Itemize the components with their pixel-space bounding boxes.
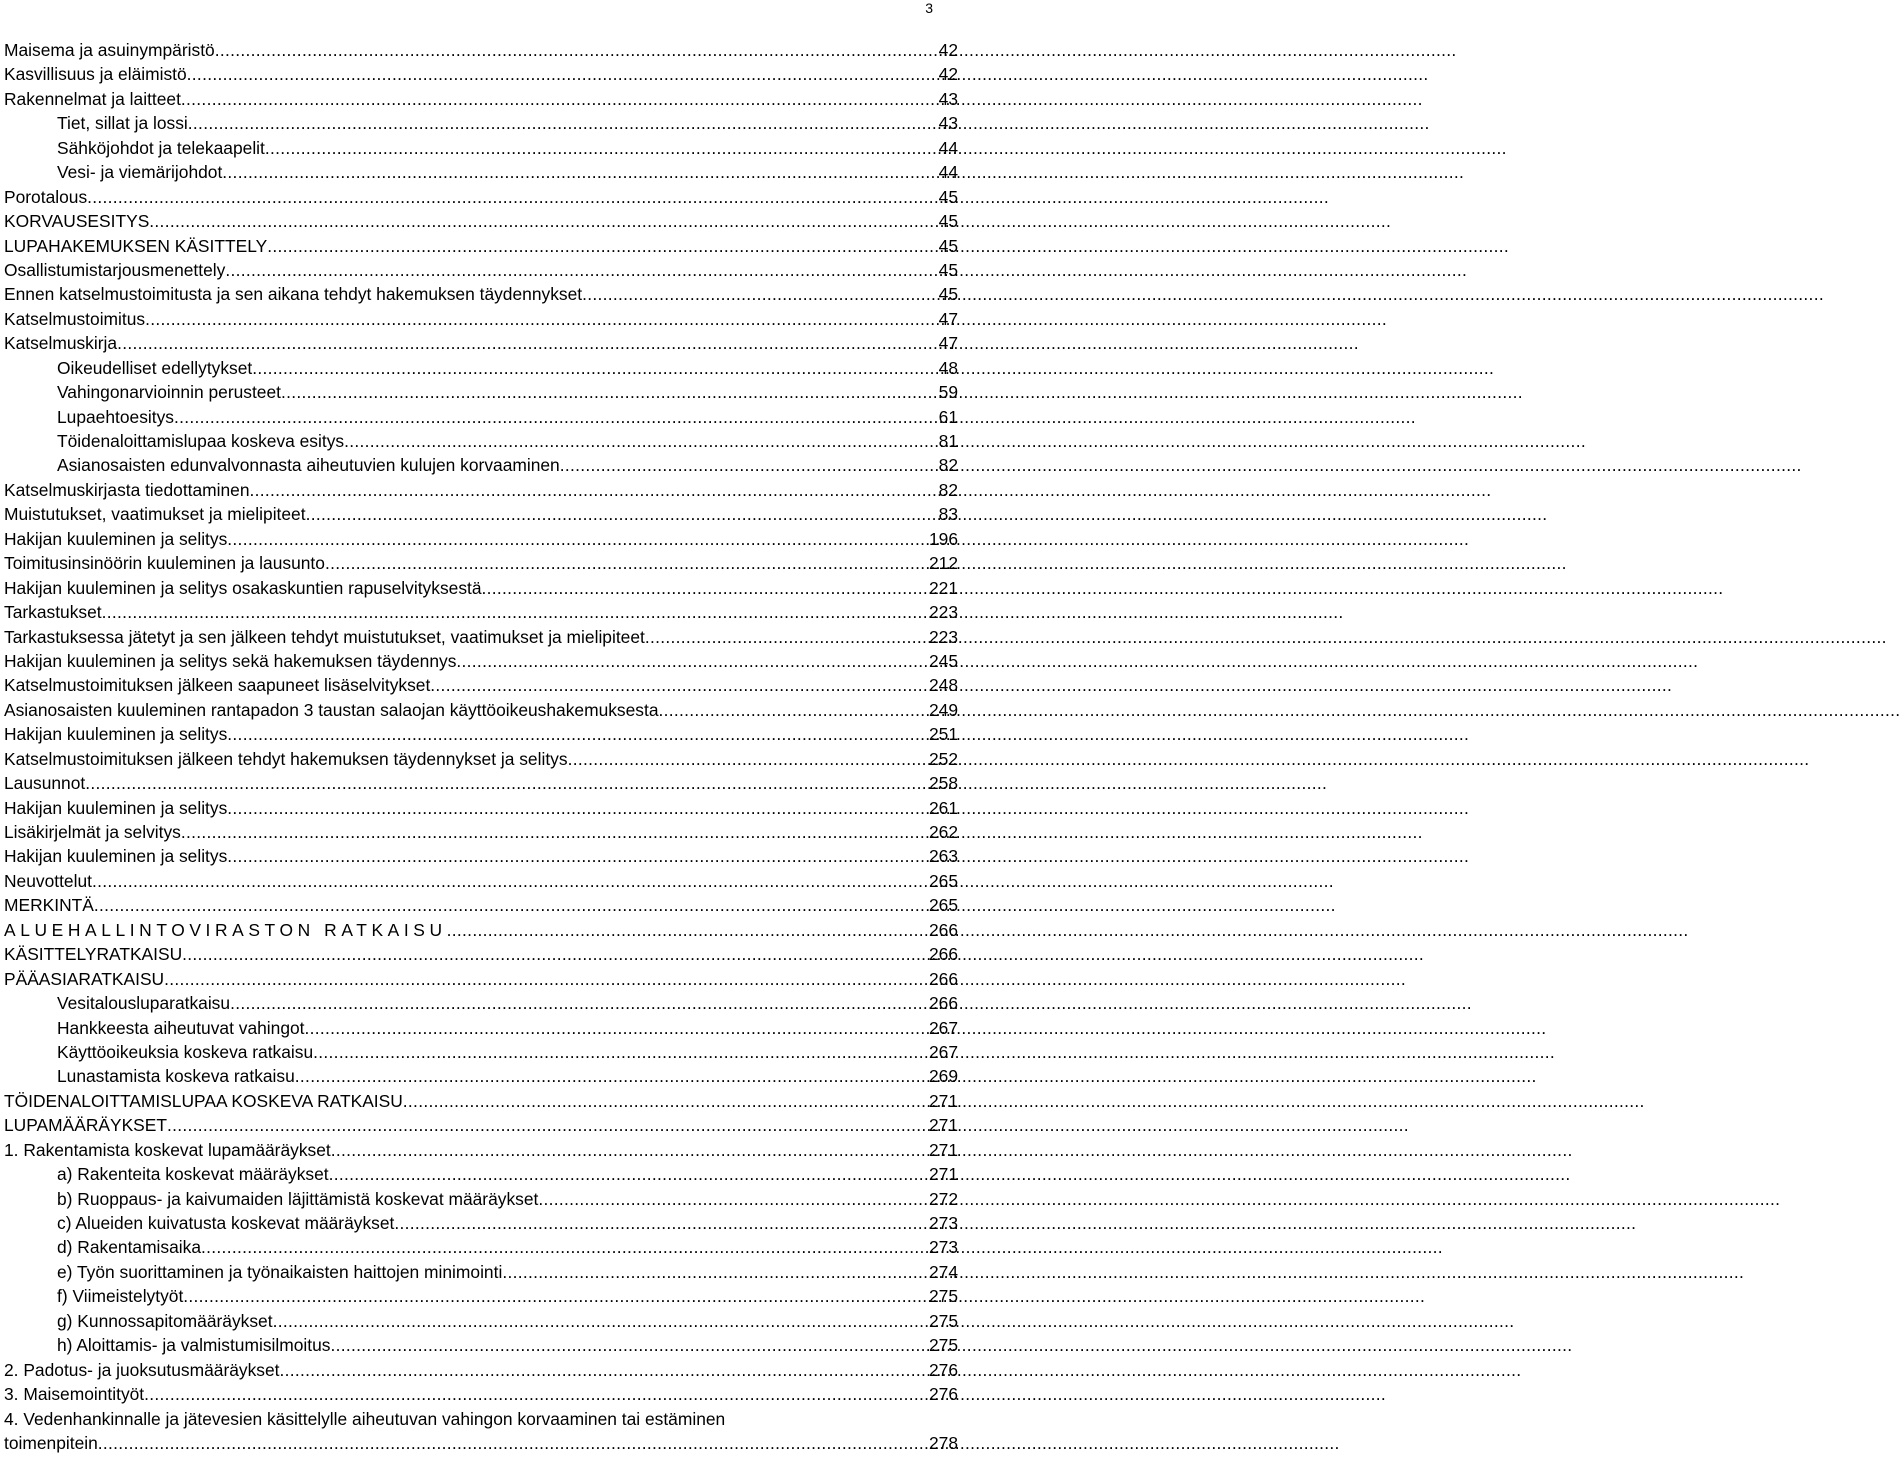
toc-entry-title: Asianosaisten kuuleminen rantapadon 3 taustan salaojan käyttöoikeushakemuksesta: [4, 699, 659, 720]
toc-entry[interactable]: [4, 673, 958, 697]
toc-entry[interactable]: [4, 307, 958, 331]
toc-entry-title: h) Aloittamis- ja valmistumisilmoitus: [57, 1335, 331, 1356]
toc-entry-page: 271: [928, 1115, 958, 1136]
toc-entry-title: Neuvottelut: [4, 870, 92, 891]
toc-entry[interactable]: [4, 844, 958, 868]
toc-entry-title: f) Viimeistelytyöt: [57, 1286, 184, 1307]
toc-entry-title: Katselmustoimitus: [4, 308, 146, 329]
toc-dot-leader: [227, 527, 928, 551]
toc-entry[interactable]: [4, 820, 958, 844]
toc-entry-title: Hakijan kuuleminen ja selitys osakaskuntien rapuselvityksestä: [4, 577, 482, 598]
toc-entry-page: 274: [928, 1261, 958, 1282]
toc-entry[interactable]: [4, 967, 958, 991]
toc-entry-page: 272: [928, 1188, 958, 1209]
toc-entry-title: TÖIDENALOITTAMISLUPAA KOSKEVA RATKAISU: [4, 1090, 403, 1111]
toc-entry-title: PÄÄASIARATKAISU: [4, 968, 165, 989]
toc-entry[interactable]: [4, 600, 958, 624]
toc-entry[interactable]: [4, 1064, 958, 1088]
toc-dot-leader: [87, 185, 938, 209]
toc-entry-page: 43: [938, 113, 958, 134]
toc-entry-title: Katselmuskirja: [4, 333, 118, 354]
toc-dot-leader: [117, 331, 938, 355]
toc-entry[interactable]: [4, 991, 958, 1015]
toc-entry-page: 271: [928, 1139, 958, 1160]
toc-entry-title: Tiet, sillat ja lossi: [57, 113, 188, 134]
toc-entry-page: 47: [938, 308, 958, 329]
toc-dot-leader: [188, 111, 938, 135]
toc-entry[interactable]: [4, 111, 958, 135]
toc-dot-leader: [325, 551, 928, 575]
toc-entry[interactable]: [4, 747, 958, 771]
toc-entry-title: Hakijan kuuleminen ja selitys: [4, 528, 228, 549]
toc-entry-title: Katselmuskirjasta tiedottaminen: [4, 479, 250, 500]
toc-dot-leader: [187, 62, 938, 86]
toc-entry[interactable]: [4, 551, 958, 575]
toc-entry-page: 45: [938, 186, 958, 207]
toc-entry-title: Töidenaloittamislupaa koskeva esitys: [57, 431, 345, 451]
toc-dot-leader: [92, 869, 928, 893]
toc-entry[interactable]: [4, 649, 958, 673]
toc-entry-page: 265: [928, 895, 958, 916]
toc-dot-leader: [227, 844, 928, 868]
toc-entry[interactable]: [4, 380, 958, 404]
toc-entry-page: 81: [938, 431, 958, 451]
toc-entry-title: Vesi- ja viemärijohdot: [57, 162, 223, 183]
toc-entry-title: Hakijan kuuleminen ja selitys: [4, 724, 228, 745]
toc-entry-page: 271: [928, 1164, 958, 1185]
toc-entry-page: 245: [928, 650, 958, 671]
toc-entry-title: Vesitalousluparatkaisu: [57, 993, 231, 1014]
toc-entry[interactable]: [4, 1382, 958, 1406]
toc-dot-leader: [149, 209, 937, 233]
toc-entry[interactable]: [4, 1358, 958, 1382]
toc-dot-leader: [568, 747, 928, 771]
toc-entry-page: 275: [928, 1335, 958, 1356]
toc-entry[interactable]: [4, 1113, 958, 1137]
toc-entry[interactable]: [4, 356, 958, 380]
toc-dot-leader: [430, 673, 928, 697]
toc-dot-leader: [164, 967, 928, 991]
toc-dot-leader: [502, 1260, 928, 1284]
toc-dot-leader: [582, 282, 938, 306]
toc-dot-leader: [167, 1113, 928, 1137]
toc-dot-leader: [456, 649, 928, 673]
toc-entry[interactable]: [4, 1211, 958, 1235]
toc-entry-title: Käyttöoikeuksia koskeva ratkaisu: [57, 1041, 314, 1062]
toc-dot-leader: [98, 1431, 928, 1455]
toc-entry-page: 82: [938, 479, 958, 500]
toc-dot-leader: [280, 1358, 928, 1382]
toc-entry-title: e) Työn suorittaminen ja työnaikaisten haittojen minimointi: [57, 1261, 503, 1282]
toc-entry-page: 212: [928, 553, 958, 574]
toc-dot-leader: [227, 796, 928, 820]
toc-dot-leader: [482, 576, 928, 600]
toc-entry-page: 267: [928, 1041, 958, 1062]
toc-entry-title: Porotalous: [4, 186, 88, 207]
toc-entry-title: 1. Rakentamista koskevat lupamääräykset: [4, 1139, 331, 1160]
toc-entry[interactable]: [4, 893, 958, 917]
toc-entry-title: b) Ruoppaus- ja kaivumaiden läjittämistä koskevat määräykset: [57, 1188, 539, 1209]
toc-entry[interactable]: [4, 234, 958, 258]
toc-dot-leader: [295, 1064, 928, 1088]
toc-entry[interactable]: [4, 62, 958, 86]
toc-entry-title: Tarkastuksessa jätetyt ja sen jälkeen tehdyt muistutukset, vaatimukset ja mielipiteet: [4, 626, 645, 647]
toc-dot-leader: [183, 1284, 928, 1308]
toc-entry-page: 266: [928, 993, 958, 1014]
toc-entry[interactable]: [4, 1138, 958, 1162]
page-number: 3: [925, 0, 933, 16]
toc-entry-page: 196: [928, 528, 958, 549]
toc-entry[interactable]: [4, 771, 958, 795]
toc-dot-leader: [344, 429, 938, 453]
toc-dot-leader: [252, 356, 937, 380]
toc-entry[interactable]: [4, 405, 958, 429]
toc-dot-leader: [329, 1162, 928, 1186]
toc-entry-page: 273: [928, 1213, 958, 1233]
toc-entry[interactable]: [4, 478, 958, 502]
toc-entry-page: 59: [938, 382, 958, 403]
toc-entry[interactable]: [4, 1235, 958, 1259]
toc-entry-title: 3. Maisemointityöt: [4, 1384, 145, 1405]
toc-dot-leader: [181, 820, 928, 844]
toc-entry-page: 267: [928, 1017, 958, 1038]
toc-entry[interactable]: [4, 258, 958, 282]
toc-entry[interactable]: [4, 38, 958, 62]
toc-entry[interactable]: [4, 1016, 958, 1040]
toc-entry-page: 223: [928, 602, 958, 623]
toc-dot-leader: [265, 136, 938, 160]
toc-dot-leader: [227, 722, 928, 746]
toc-entry[interactable]: [4, 942, 958, 966]
toc-entry-title-line2: toimenpitein: [4, 1432, 98, 1453]
toc-entry-page: 248: [928, 675, 958, 696]
toc-entry[interactable]: [4, 796, 958, 820]
toc-entry[interactable]: [4, 87, 958, 111]
toc-entry-title: ALUEHALLINTOVIRASTON RATKAISU: [4, 919, 447, 940]
toc-entry-title: Hankkeesta aiheutuvat vahingot: [57, 1017, 305, 1038]
toc-entry-page: 223: [928, 626, 958, 647]
toc-entry-title: g) Kunnossapitomääräykset: [57, 1310, 273, 1331]
toc-dot-leader: [645, 625, 928, 649]
toc-dot-leader: [267, 234, 937, 258]
toc-entry-page: 44: [938, 137, 958, 158]
toc-dot-leader: [330, 1333, 928, 1357]
table-of-contents: [4, 38, 958, 1455]
toc-entry-page: 258: [928, 773, 958, 794]
toc-dot-leader: [201, 1235, 928, 1259]
toc-entry-title: Kasvillisuus ja eläimistö: [4, 64, 187, 85]
toc-entry-title: Osallistumistarjousmenettely: [4, 259, 226, 280]
toc-entry[interactable]: [4, 1187, 958, 1211]
toc-entry-title: Oikeudelliset edellytykset: [57, 357, 253, 378]
toc-entry-page: 249: [928, 699, 958, 720]
toc-entry-page: 262: [928, 822, 958, 842]
toc-dot-leader: [215, 38, 938, 62]
toc-entry-page: 265: [928, 870, 958, 891]
toc-entry[interactable]: [4, 722, 958, 746]
toc-entry[interactable]: [4, 160, 958, 184]
toc-entry-page: 82: [938, 455, 958, 476]
toc-dot-leader: [230, 991, 928, 1015]
toc-dot-leader: [181, 87, 938, 111]
toc-entry-page: 276: [928, 1384, 958, 1405]
toc-entry-title: Hakijan kuuleminen ja selitys: [4, 846, 228, 867]
toc-dot-leader: [560, 453, 938, 477]
toc-entry-title: Rakennelmat ja laitteet: [4, 88, 181, 109]
toc-entry[interactable]: [4, 331, 958, 355]
toc-entry-page: 276: [928, 1359, 958, 1380]
toc-entry-page: 252: [928, 748, 958, 769]
toc-entry[interactable]: [4, 453, 958, 477]
toc-entry-page: 271: [928, 1090, 958, 1111]
toc-entry-title: Ennen katselmustoimitusta ja sen aikana tehdyt hakemuksen täydennykset: [4, 284, 583, 305]
toc-entry-page: 251: [928, 724, 958, 745]
toc-entry[interactable]: [4, 527, 958, 551]
toc-dot-leader: [250, 478, 938, 502]
toc-entry[interactable]: [4, 136, 958, 160]
toc-dot-leader: [182, 942, 928, 966]
toc-dot-leader: [331, 1138, 928, 1162]
toc-dot-leader: [144, 1382, 928, 1406]
toc-entry-page: 83: [938, 504, 958, 525]
toc-entry[interactable]: [4, 1309, 958, 1333]
toc-entry-title: 2. Padotus- ja juoksutusmääräykset: [4, 1359, 280, 1380]
toc-entry[interactable]: [4, 1260, 958, 1284]
toc-entry-page: 45: [938, 259, 958, 280]
toc-dot-leader: [394, 1211, 928, 1235]
toc-entry-title: LUPAMÄÄRÄYKSET: [4, 1115, 168, 1136]
toc-entry-title: c) Alueiden kuivatusta koskevat määräykset: [57, 1213, 395, 1233]
toc-entry-page: 48: [938, 357, 958, 378]
toc-entry-page: 45: [938, 211, 958, 232]
toc-dot-leader: [85, 771, 928, 795]
toc-entry-title: Muistutukset, vaatimukset ja mielipiteet: [4, 504, 306, 525]
toc-entry-title: KÄSITTELYRATKAISU: [4, 944, 183, 965]
toc-dot-leader: [538, 1187, 928, 1211]
toc-entry-title: Lunastamista koskeva ratkaisu: [57, 1066, 295, 1087]
toc-entry-title-line1: 4. Vedenhankinnalle ja jätevesien käsittelylle aiheutuvan vahingon korvaaminen tai estäminen: [4, 1408, 726, 1429]
toc-entry[interactable]: [4, 1284, 958, 1308]
toc-entry-page: 43: [938, 88, 958, 109]
toc-entry-title: Tarkastukset: [4, 602, 102, 623]
toc-entry-title: MERKINTÄ: [4, 895, 94, 916]
toc-dot-leader: [94, 893, 928, 917]
toc-dot-leader: [305, 1016, 928, 1040]
toc-entry-page: 45: [938, 235, 958, 256]
toc-entry-page: 269: [928, 1066, 958, 1087]
toc-dot-leader: [273, 1309, 928, 1333]
toc-entry-page: 263: [928, 846, 958, 867]
toc-entry-title: Katselmustoimituksen jälkeen saapuneet lisäselvitykset: [4, 675, 431, 696]
toc-entry-page: 278: [928, 1432, 958, 1453]
toc-entry-title: d) Rakentamisaika: [57, 1237, 202, 1258]
toc-entry[interactable]: [4, 576, 958, 600]
toc-entry-last[interactable]: [4, 1407, 958, 1456]
toc-entry-page: 266: [928, 919, 958, 940]
toc-entry-page: 261: [928, 797, 958, 818]
toc-entry-title: Asianosaisten edunvalvonnasta aiheutuvien kulujen korvaaminen: [57, 455, 560, 476]
toc-entry[interactable]: [4, 502, 958, 526]
toc-entry-title: a) Rakenteita koskevat määräykset: [57, 1164, 329, 1185]
toc-dot-leader: [174, 405, 938, 429]
toc-entry[interactable]: [4, 1040, 958, 1064]
toc-entry-page: 221: [928, 577, 958, 598]
toc-entry-page: 275: [928, 1310, 958, 1331]
toc-dot-leader: [403, 1089, 928, 1113]
toc-entry-page: 266: [928, 944, 958, 965]
toc-entry-title: Sähköjohdot ja telekaapelit: [57, 137, 265, 158]
toc-entry-title: Vahingonarvioinnin perusteet: [57, 382, 281, 403]
toc-entry-page: 266: [928, 968, 958, 989]
toc-dot-leader: [102, 600, 928, 624]
toc-entry-page: 275: [928, 1286, 958, 1307]
toc-entry-page: 45: [938, 284, 958, 305]
toc-dot-leader: [447, 918, 928, 942]
toc-entry[interactable]: [4, 1333, 958, 1357]
toc-entry-page: 42: [938, 64, 958, 85]
toc-entry-title: LUPAHAKEMUKSEN KÄSITTELY: [4, 235, 268, 256]
toc-entry-title: Maisema ja asuinympäristö: [4, 40, 215, 60]
toc-entry[interactable]: [4, 698, 958, 722]
toc-entry-title: Katselmustoimituksen jälkeen tehdyt hakemuksen täydennykset ja selitys: [4, 748, 568, 769]
toc-entry-title: Toimitusinsinöörin kuuleminen ja lausunto: [4, 553, 325, 574]
toc-entry[interactable]: [4, 1089, 958, 1113]
toc-entry-page: 42: [938, 40, 958, 60]
toc-entry[interactable]: [4, 209, 958, 233]
toc-entry[interactable]: [4, 918, 958, 942]
toc-entry[interactable]: [4, 1162, 958, 1186]
toc-entry[interactable]: [4, 429, 958, 453]
toc-entry[interactable]: [4, 185, 958, 209]
toc-dot-leader: [313, 1040, 928, 1064]
toc-entry-title: Lisäkirjelmät ja selvitys: [4, 822, 181, 842]
toc-dot-leader: [145, 307, 938, 331]
toc-entry-title: Lausunnot: [4, 773, 86, 794]
toc-entry-page: 44: [938, 162, 958, 183]
toc-entry-title: Lupaehtoesitys: [57, 406, 174, 427]
toc-dot-leader: [306, 502, 938, 526]
toc-entry[interactable]: [4, 282, 958, 306]
toc-dot-leader: [281, 380, 938, 404]
toc-entry[interactable]: [4, 869, 958, 893]
toc-entry[interactable]: [4, 625, 958, 649]
toc-dot-leader: [225, 258, 937, 282]
toc-entry-title: KORVAUSESITYS: [4, 211, 150, 232]
toc-dot-leader: [659, 698, 928, 722]
toc-dot-leader: [222, 160, 937, 184]
toc-entry-title: Hakijan kuuleminen ja selitys: [4, 797, 228, 818]
toc-entry-title: Hakijan kuuleminen ja selitys sekä hakemuksen täydennys: [4, 650, 457, 671]
toc-entry-page: 273: [928, 1237, 958, 1258]
toc-entry-page: 47: [938, 333, 958, 354]
toc-entry-page: 61: [938, 406, 958, 427]
